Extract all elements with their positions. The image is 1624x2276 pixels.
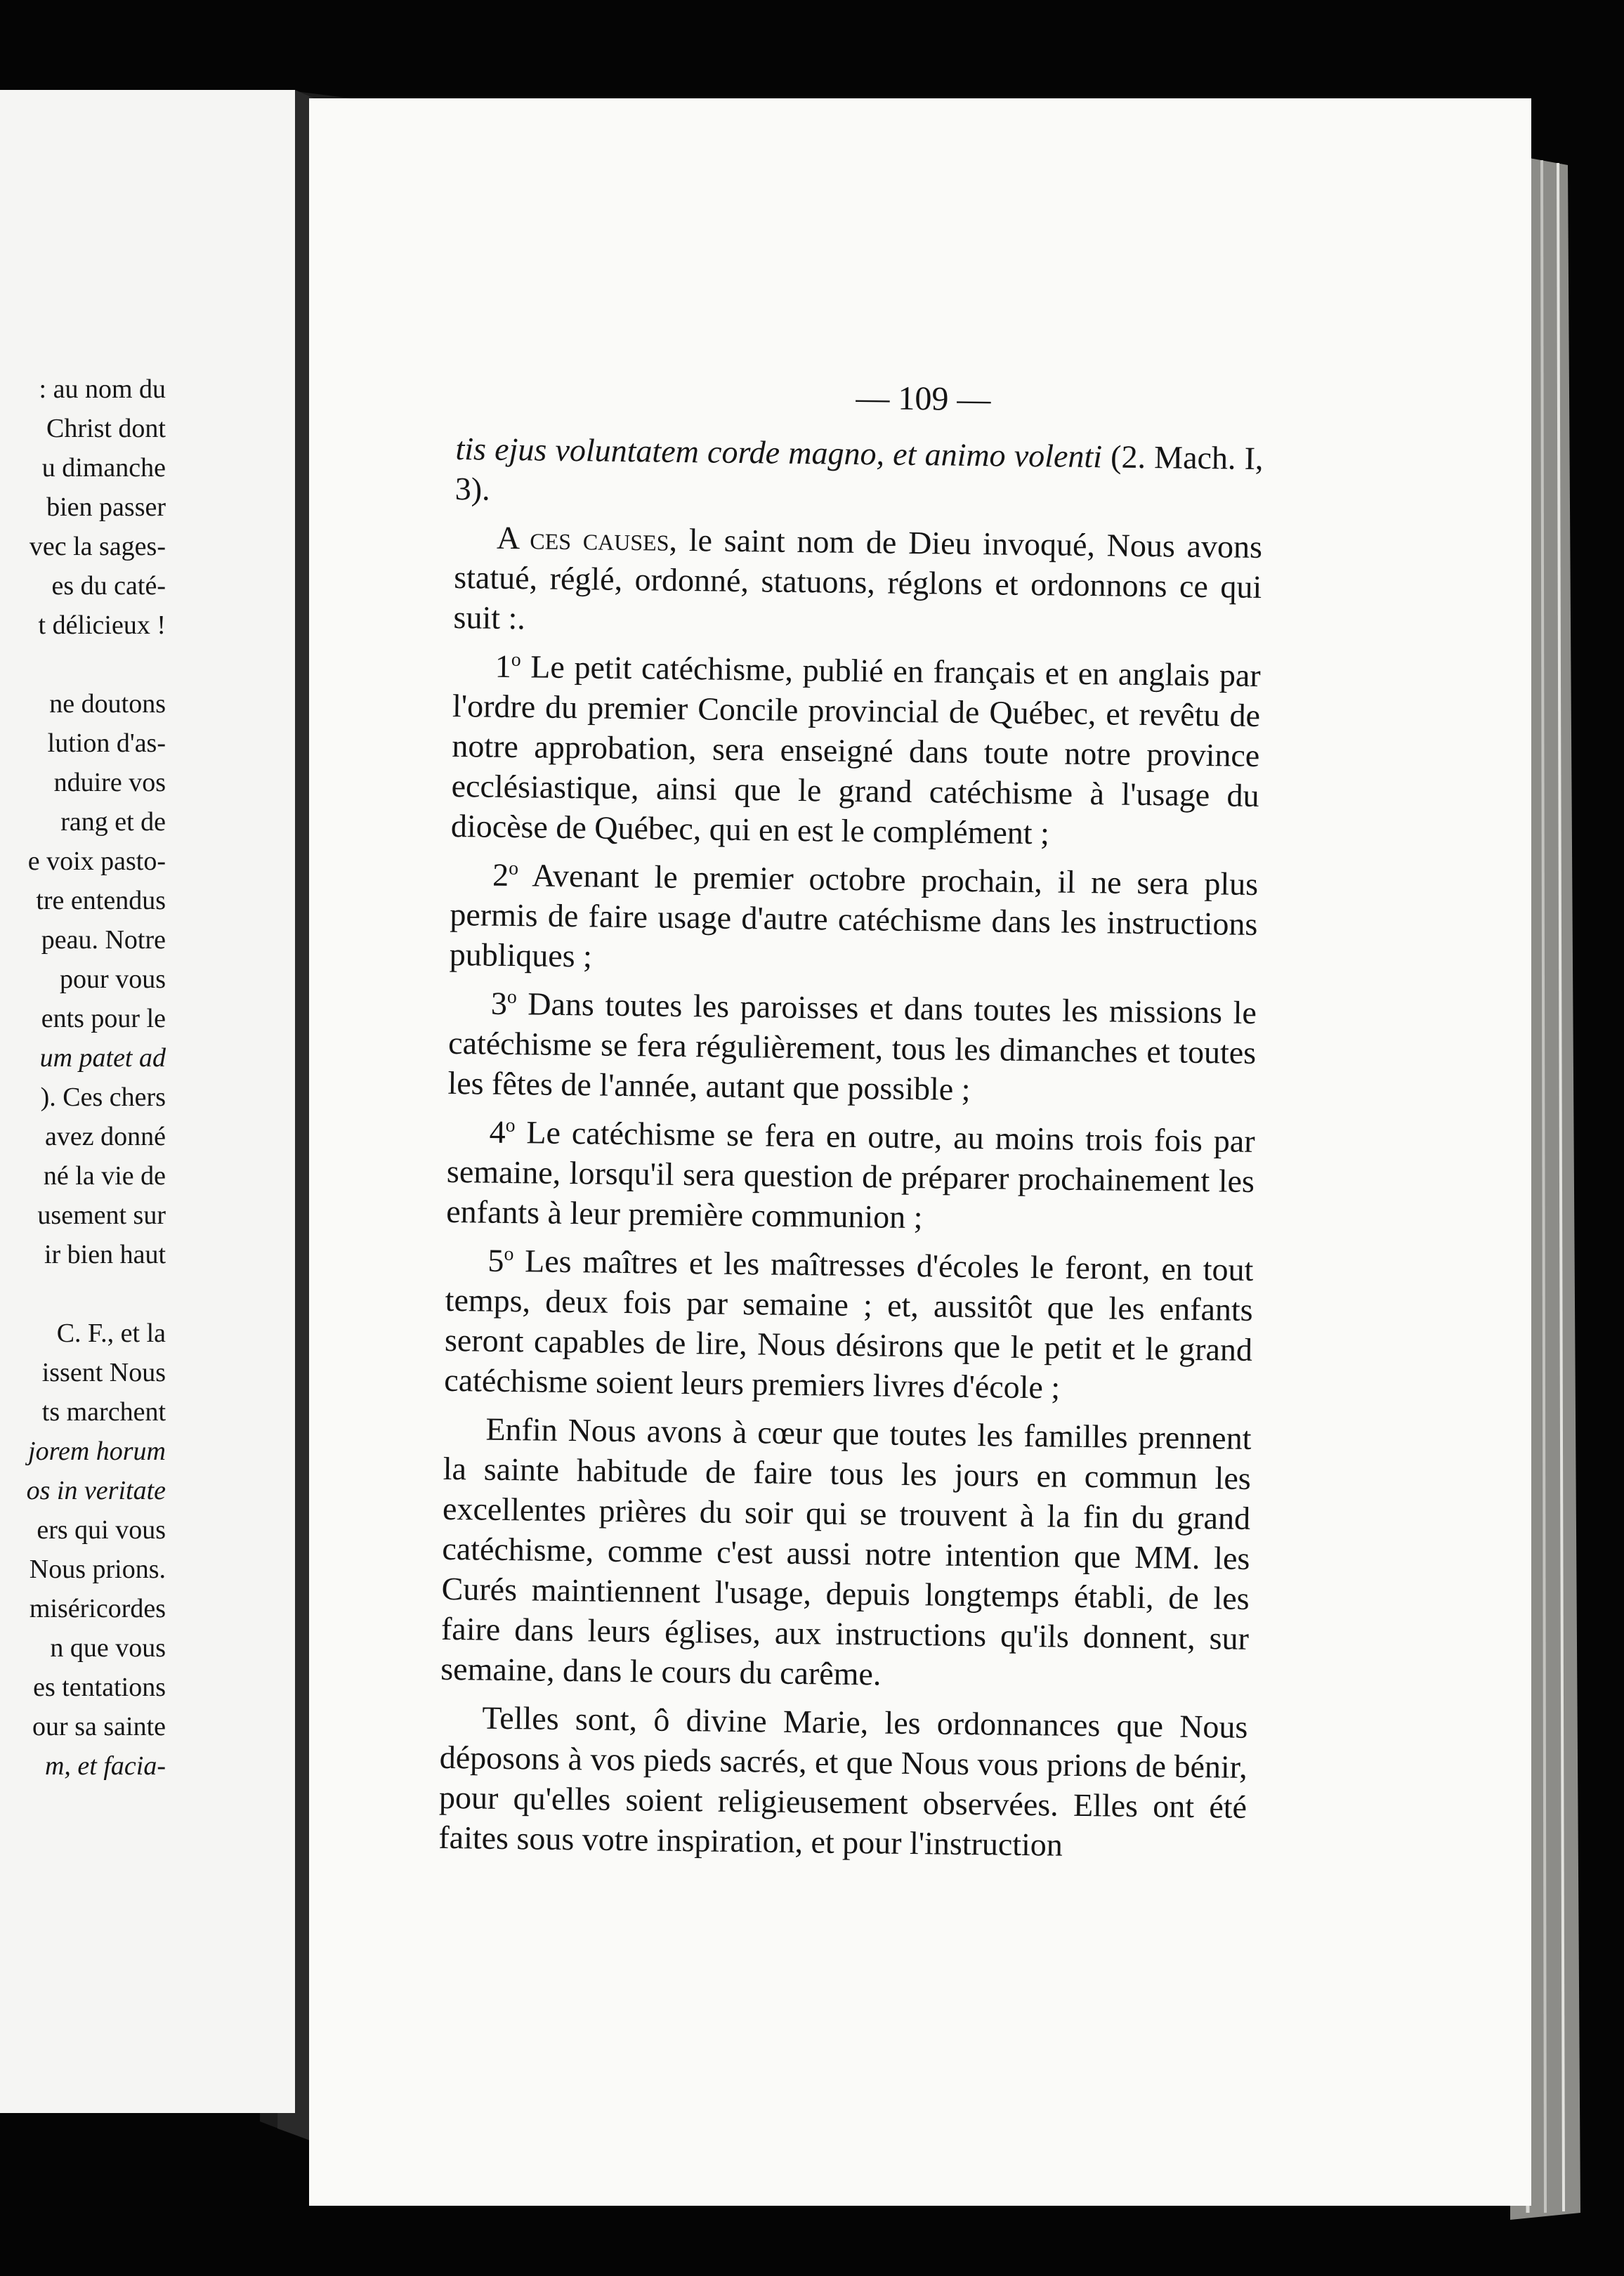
item-text: Les maîtres et les maîtresses d'écoles le feront, en tout temps, deux fois par semaine ; et, aussitôt que les enfants seront capables de lire, Nous désirons que le petit et le grand catéchisme soient leurs premiers livres d'école ;	[444, 1243, 1254, 1406]
latin-reference: (2. Mach. I, 3).	[454, 438, 1264, 507]
item-text: Dans toutes les paroisses et dans toutes les missions le catéchisme se fera régulièrement, tous les dimanches et toutes les fêtes de l'année, autant que possible ;	[447, 986, 1257, 1108]
left-line: ers qui vous	[37, 1515, 166, 1545]
left-line: our sa sainte	[32, 1712, 166, 1741]
left-page-text	[0, 369, 166, 1786]
item-number: 5	[487, 1242, 504, 1278]
left-line: um patet ad	[39, 1043, 166, 1073]
ordinance-item-3	[447, 983, 1257, 1113]
left-line: e voix pasto-	[27, 846, 166, 876]
left-line: Christ dont	[46, 414, 166, 443]
paragraph-a-ces-causes	[453, 517, 1262, 647]
left-line: bien passer	[46, 492, 166, 522]
page-text-block	[438, 365, 1264, 1876]
left-line: os in veritate	[26, 1476, 166, 1505]
left-line: n que vous	[50, 1633, 166, 1663]
ordinal-mark: o	[504, 1242, 514, 1264]
latin-continuation	[455, 429, 1264, 518]
latin-quote: tis ejus voluntatem corde magno, et animo volenti	[455, 430, 1103, 475]
left-line: : au nom du	[39, 374, 166, 404]
left-line: avez donné	[45, 1122, 166, 1151]
left-line-gap	[0, 645, 166, 684]
item-text: Le catéchisme se fera en outre, au moins trois fois par semaine, lorsqu'il sera question de préparer prochainement les enfants à leur première communion ;	[445, 1114, 1255, 1236]
left-line: t délicieux !	[38, 610, 166, 640]
left-line: ne doutons	[49, 689, 166, 719]
left-line: ir bien haut	[44, 1240, 166, 1269]
ordinance-item-5	[444, 1240, 1254, 1410]
left-line: ts marchent	[41, 1397, 166, 1427]
left-line: usement sur	[37, 1201, 166, 1230]
ordinance-item-1	[451, 646, 1261, 856]
right-page	[309, 98, 1531, 2206]
left-line: ). Ces chers	[40, 1083, 166, 1112]
left-line: rang et de	[60, 807, 166, 837]
ordinal-mark: o	[511, 648, 521, 670]
item-text: Avenant le premier octobre prochain, il ne sera plus permis de faire usage d'autre catéchisme dans les instructions publiques ;	[449, 857, 1259, 974]
left-line: peau. Notre	[41, 925, 166, 955]
left-line-gap	[0, 1274, 166, 1314]
left-line: m, et facia-	[44, 1751, 166, 1781]
ordinal-mark: o	[509, 856, 519, 879]
left-line: es du caté-	[51, 571, 166, 601]
paragraph-text: le saint nom de Dieu invoqué, Nous avons statué, réglé, ordonné, statuons, réglons et ordonnons ce qui suit :.	[453, 522, 1263, 636]
left-line: nduire vos	[53, 768, 166, 797]
ordinance-item-2	[449, 854, 1258, 984]
left-line: Nous prions.	[29, 1555, 166, 1584]
left-line: pour vous	[60, 964, 166, 994]
left-line: ents pour le	[41, 1004, 166, 1033]
paragraph-enfin: Enfin Nous avons à cœur que toutes les familles prennent la sainte habitude de faire tous les jours en commun les excellentes prières du soir qui se trouvent à la fin du grand catéchisme, comme c'est aussi notre intention que MM. les Curés maintiennent l'usage, depuis longtemps établi, de les faire dans leurs églises, aux instructions qu'ils donnent, sur semaine, dans le cours du carême.	[440, 1411, 1252, 1692]
left-line: issent Nous	[41, 1358, 166, 1387]
left-line: u dimanche	[41, 453, 166, 483]
item-text: Le petit catéchisme, publié en français et en anglais par l'ordre du premier Concile provincial de Québec, et revêtu de notre approbation, sera enseigné dans toute notre province ecclésiastique, ainsi que le grand catéchisme à l'usage du diocèse de Québec, qui en est le complément ;	[450, 648, 1262, 851]
left-line: lution d'as-	[47, 728, 166, 758]
ordinal-mark: o	[505, 1113, 516, 1136]
left-line: tre entendus	[36, 886, 166, 915]
left-page	[0, 90, 295, 2113]
item-number: 1	[495, 648, 512, 684]
page-number: — 109 —	[856, 379, 991, 419]
left-line: vec la sages-	[29, 532, 166, 561]
left-line: C. F., et la	[56, 1319, 166, 1348]
ordinance-item-4	[446, 1111, 1255, 1241]
smallcaps-lead: A ces causes,	[496, 519, 678, 558]
item-number: 2	[492, 856, 509, 893]
item-number: 4	[489, 1113, 506, 1150]
item-number: 3	[490, 985, 508, 1021]
left-line: jorem horum	[28, 1437, 166, 1466]
left-line: né la vie de	[43, 1161, 166, 1191]
left-line: miséricordes	[29, 1594, 166, 1623]
ordinal-mark: o	[506, 985, 518, 1007]
left-line: es tentations	[33, 1673, 166, 1702]
paragraph-telles: Telles sont, ô divine Marie, les ordonnances que Nous déposons à vos pieds sacrés, et que Nous vous prions de bénir, pour qu'elles soient religieusement observées. Elles ont été faites sous votre inspiration, et pour l'instruction	[438, 1699, 1248, 1863]
